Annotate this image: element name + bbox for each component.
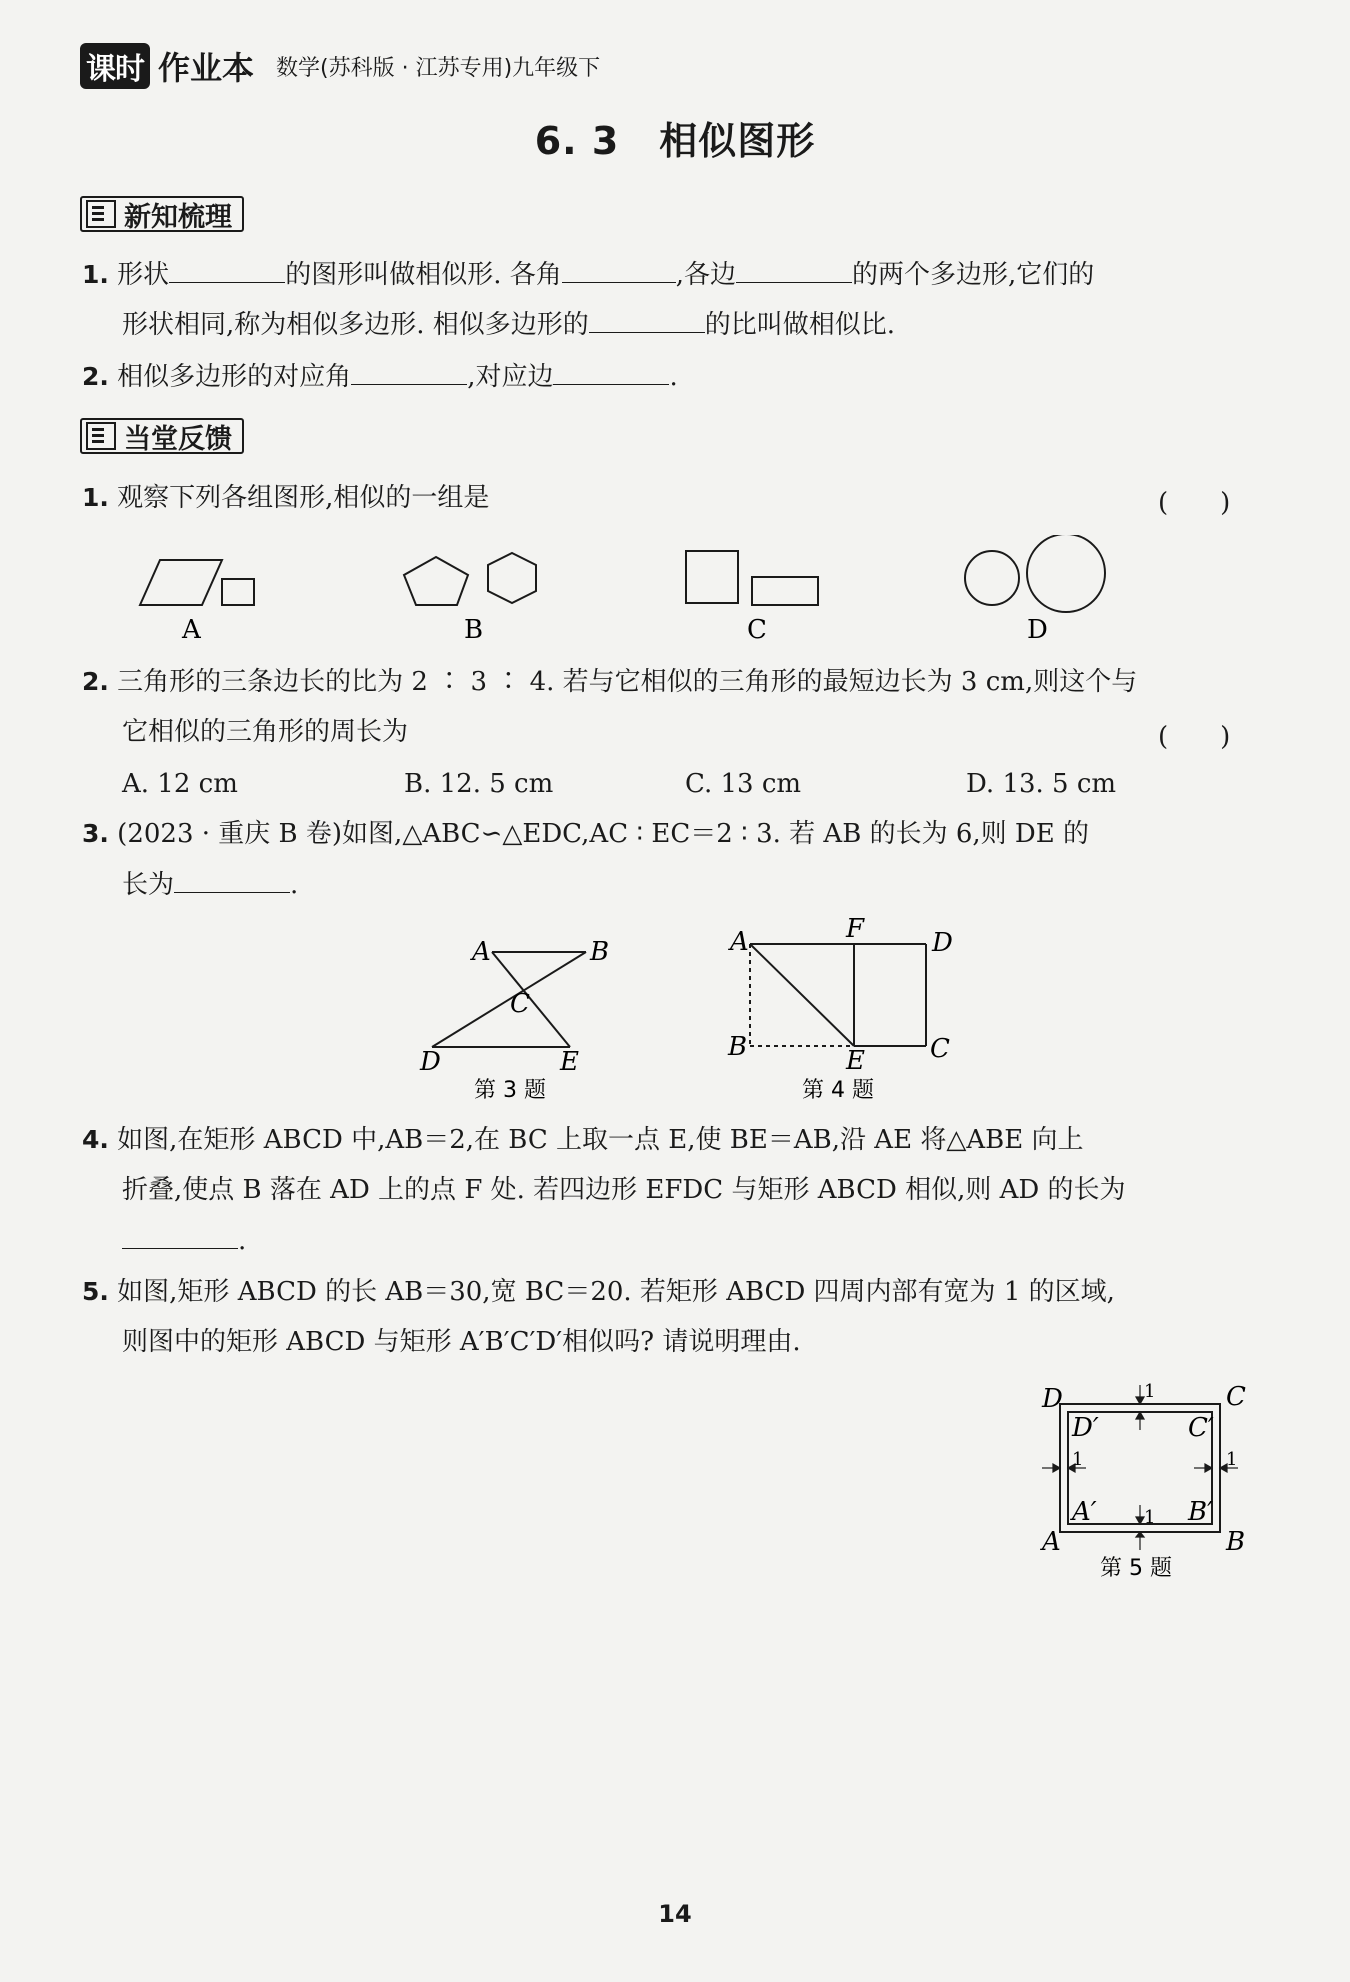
text: 形状 bbox=[117, 260, 170, 290]
answer-blank[interactable] bbox=[122, 1224, 238, 1249]
figure-5-diagram bbox=[1030, 1375, 1260, 1580]
choice-d[interactable]: D. 13. 5 cm bbox=[966, 769, 1117, 799]
point-label-c: C bbox=[930, 1034, 950, 1064]
question-number: 1. bbox=[82, 483, 109, 512]
text: 相似多边形的对应角 bbox=[117, 362, 352, 392]
fb-question-4-line1 bbox=[82, 1124, 1083, 1156]
fb-question-3-line2 bbox=[122, 868, 298, 901]
segment-ae bbox=[750, 944, 854, 1046]
point-label-a: A bbox=[472, 937, 491, 967]
segment-ae bbox=[492, 952, 570, 1047]
answer-blank[interactable] bbox=[351, 360, 467, 385]
point-label-a: A bbox=[730, 927, 749, 957]
text: (2023 · 重庆 B 卷)如图,△ABC∽△EDC,AC ∶ EC＝2 ∶ 3. 若 AB 的长为 6,则 DE 的 bbox=[117, 819, 1089, 849]
brand-name: 作业本 bbox=[158, 49, 255, 87]
point-label-c: C bbox=[510, 989, 530, 1019]
figure-caption: 第 5 题 bbox=[1100, 1556, 1172, 1580]
header bbox=[80, 44, 600, 88]
fb-question-4-line3 bbox=[122, 1224, 246, 1257]
square bbox=[686, 551, 738, 603]
width-label-bottom: 1 bbox=[1144, 1507, 1156, 1528]
choice-a[interactable]: A. 12 cm bbox=[122, 769, 238, 799]
choice-b[interactable]: B. 12. 5 cm bbox=[404, 769, 554, 799]
answer-blank[interactable] bbox=[589, 308, 705, 333]
text: . bbox=[238, 1226, 247, 1256]
question-number: 4. bbox=[82, 1125, 109, 1154]
point-label-b: B bbox=[728, 1032, 748, 1062]
text: 如图,矩形 ABCD 的长 AB＝30,宽 BC＝20. 若矩形 ABCD 四周内部有宽为 1 的区域, bbox=[117, 1277, 1115, 1307]
figure-3-diagram bbox=[410, 925, 610, 1105]
question-number: 2. bbox=[82, 667, 109, 696]
point-label-a-prime: A′ bbox=[1072, 1497, 1097, 1527]
text: . bbox=[290, 870, 299, 900]
text: 长为 bbox=[122, 870, 175, 900]
point-label-d-prime: D′ bbox=[1072, 1413, 1099, 1443]
fb-q1-shapes bbox=[110, 535, 1120, 645]
answer-blank[interactable] bbox=[736, 258, 852, 283]
answer-blank[interactable] bbox=[169, 258, 285, 283]
choice-c[interactable]: C. 13 cm bbox=[685, 769, 802, 799]
square-small bbox=[222, 579, 254, 605]
section-title: 相似图形 bbox=[659, 119, 816, 163]
fb-question-3-line1 bbox=[82, 818, 1089, 850]
option-label-b: B bbox=[464, 615, 484, 645]
pencil-note-icon bbox=[86, 422, 116, 450]
width-label-right: 1 bbox=[1226, 1449, 1238, 1470]
point-label-f: F bbox=[846, 915, 865, 944]
question-number: 1. bbox=[82, 260, 109, 289]
question-number: 2. bbox=[82, 362, 109, 391]
width-label-top: 1 bbox=[1144, 1381, 1156, 1402]
fb-question-5-line2: 则图中的矩形 ABCD 与矩形 A′B′C′D′相似吗? 请说明理由. bbox=[122, 1327, 801, 1357]
text: . bbox=[669, 362, 678, 392]
nk-question-1-line1 bbox=[82, 258, 1094, 291]
figure-caption: 第 4 题 bbox=[802, 1078, 874, 1103]
page-number: 14 bbox=[658, 1900, 692, 1928]
option-label-d: D bbox=[1027, 615, 1048, 645]
pentagon bbox=[404, 557, 468, 605]
rectangle bbox=[752, 577, 818, 605]
option-label-c: C bbox=[747, 615, 767, 645]
point-label-b-prime: B′ bbox=[1188, 1497, 1214, 1527]
nk-question-1-line2 bbox=[122, 308, 895, 341]
answer-blank[interactable] bbox=[562, 258, 676, 283]
section-heading-new-knowledge bbox=[80, 196, 244, 232]
fb-question-5-line1 bbox=[82, 1276, 1115, 1308]
point-label-e: E bbox=[560, 1047, 579, 1077]
section-number: 6. 3 bbox=[534, 119, 620, 163]
fb-question-2-line1 bbox=[82, 666, 1137, 698]
option-label-a: A bbox=[182, 615, 201, 645]
segment-bd bbox=[432, 952, 586, 1047]
text: 的图形叫做相似形. 各角 bbox=[285, 260, 562, 290]
notebook-icon bbox=[86, 200, 116, 228]
answer-parentheses[interactable]: ( ) bbox=[1158, 722, 1231, 752]
question-number: 5. bbox=[82, 1277, 109, 1306]
hexagon bbox=[488, 553, 536, 603]
brand-logo-box: 课时 bbox=[80, 43, 150, 89]
width-label-left: 1 bbox=[1072, 1449, 1084, 1470]
nk-question-2 bbox=[82, 360, 678, 393]
point-label-c: C bbox=[1226, 1382, 1246, 1412]
point-label-e: E bbox=[846, 1046, 865, 1076]
text: 观察下列各组图形,相似的一组是 bbox=[117, 483, 490, 513]
text: 如图,在矩形 ABCD 中,AB＝2,在 BC 上取一点 E,使 BE＝AB,沿 AE 将△ABE 向上 bbox=[117, 1125, 1084, 1155]
text: 的比叫做相似比. bbox=[704, 310, 896, 340]
fb-question-2-line2: 它相似的三角形的周长为 bbox=[122, 717, 409, 747]
answer-blank[interactable] bbox=[174, 868, 290, 893]
figure-4-diagram bbox=[720, 915, 960, 1105]
page-title bbox=[0, 110, 1350, 165]
question-number: 3. bbox=[82, 819, 109, 848]
circle-small bbox=[965, 551, 1019, 605]
section-heading-feedback bbox=[80, 418, 244, 454]
answer-parentheses[interactable]: ( ) bbox=[1158, 488, 1231, 518]
point-label-a: A bbox=[1042, 1527, 1061, 1557]
parallelogram-large bbox=[140, 560, 222, 605]
circle-large bbox=[1027, 535, 1105, 612]
point-label-b: B bbox=[1226, 1527, 1246, 1557]
text: ,各边 bbox=[675, 260, 736, 290]
point-label-d: D bbox=[932, 928, 953, 958]
point-label-c-prime: C′ bbox=[1188, 1413, 1214, 1443]
fb-question-4-line2: 折叠,使点 B 落在 AD 上的点 F 处. 若四边形 EFDC 与矩形 ABCD 相似,则 AD 的长为 bbox=[122, 1175, 1126, 1205]
answer-blank[interactable] bbox=[553, 360, 669, 385]
subject-label: 数学(苏科版 · 江苏专用)九年级下 bbox=[276, 55, 601, 81]
point-label-b: B bbox=[590, 937, 610, 967]
text: 形状相同,称为相似多边形. 相似多边形的 bbox=[122, 310, 589, 340]
section-label: 新知梳理 bbox=[124, 201, 232, 233]
text: 的两个多边形,它们的 bbox=[851, 260, 1095, 290]
fb-question-1 bbox=[82, 482, 489, 514]
point-label-d: D bbox=[1042, 1384, 1063, 1414]
figure-caption: 第 3 题 bbox=[474, 1078, 546, 1103]
section-label: 当堂反馈 bbox=[124, 423, 232, 455]
point-label-d: D bbox=[420, 1047, 441, 1077]
text: 三角形的三条边长的比为 2 ∶ 3 ∶ 4. 若与它相似的三角形的最短边长为 3 cm,则这个与 bbox=[117, 667, 1138, 697]
text: ,对应边 bbox=[467, 362, 554, 392]
